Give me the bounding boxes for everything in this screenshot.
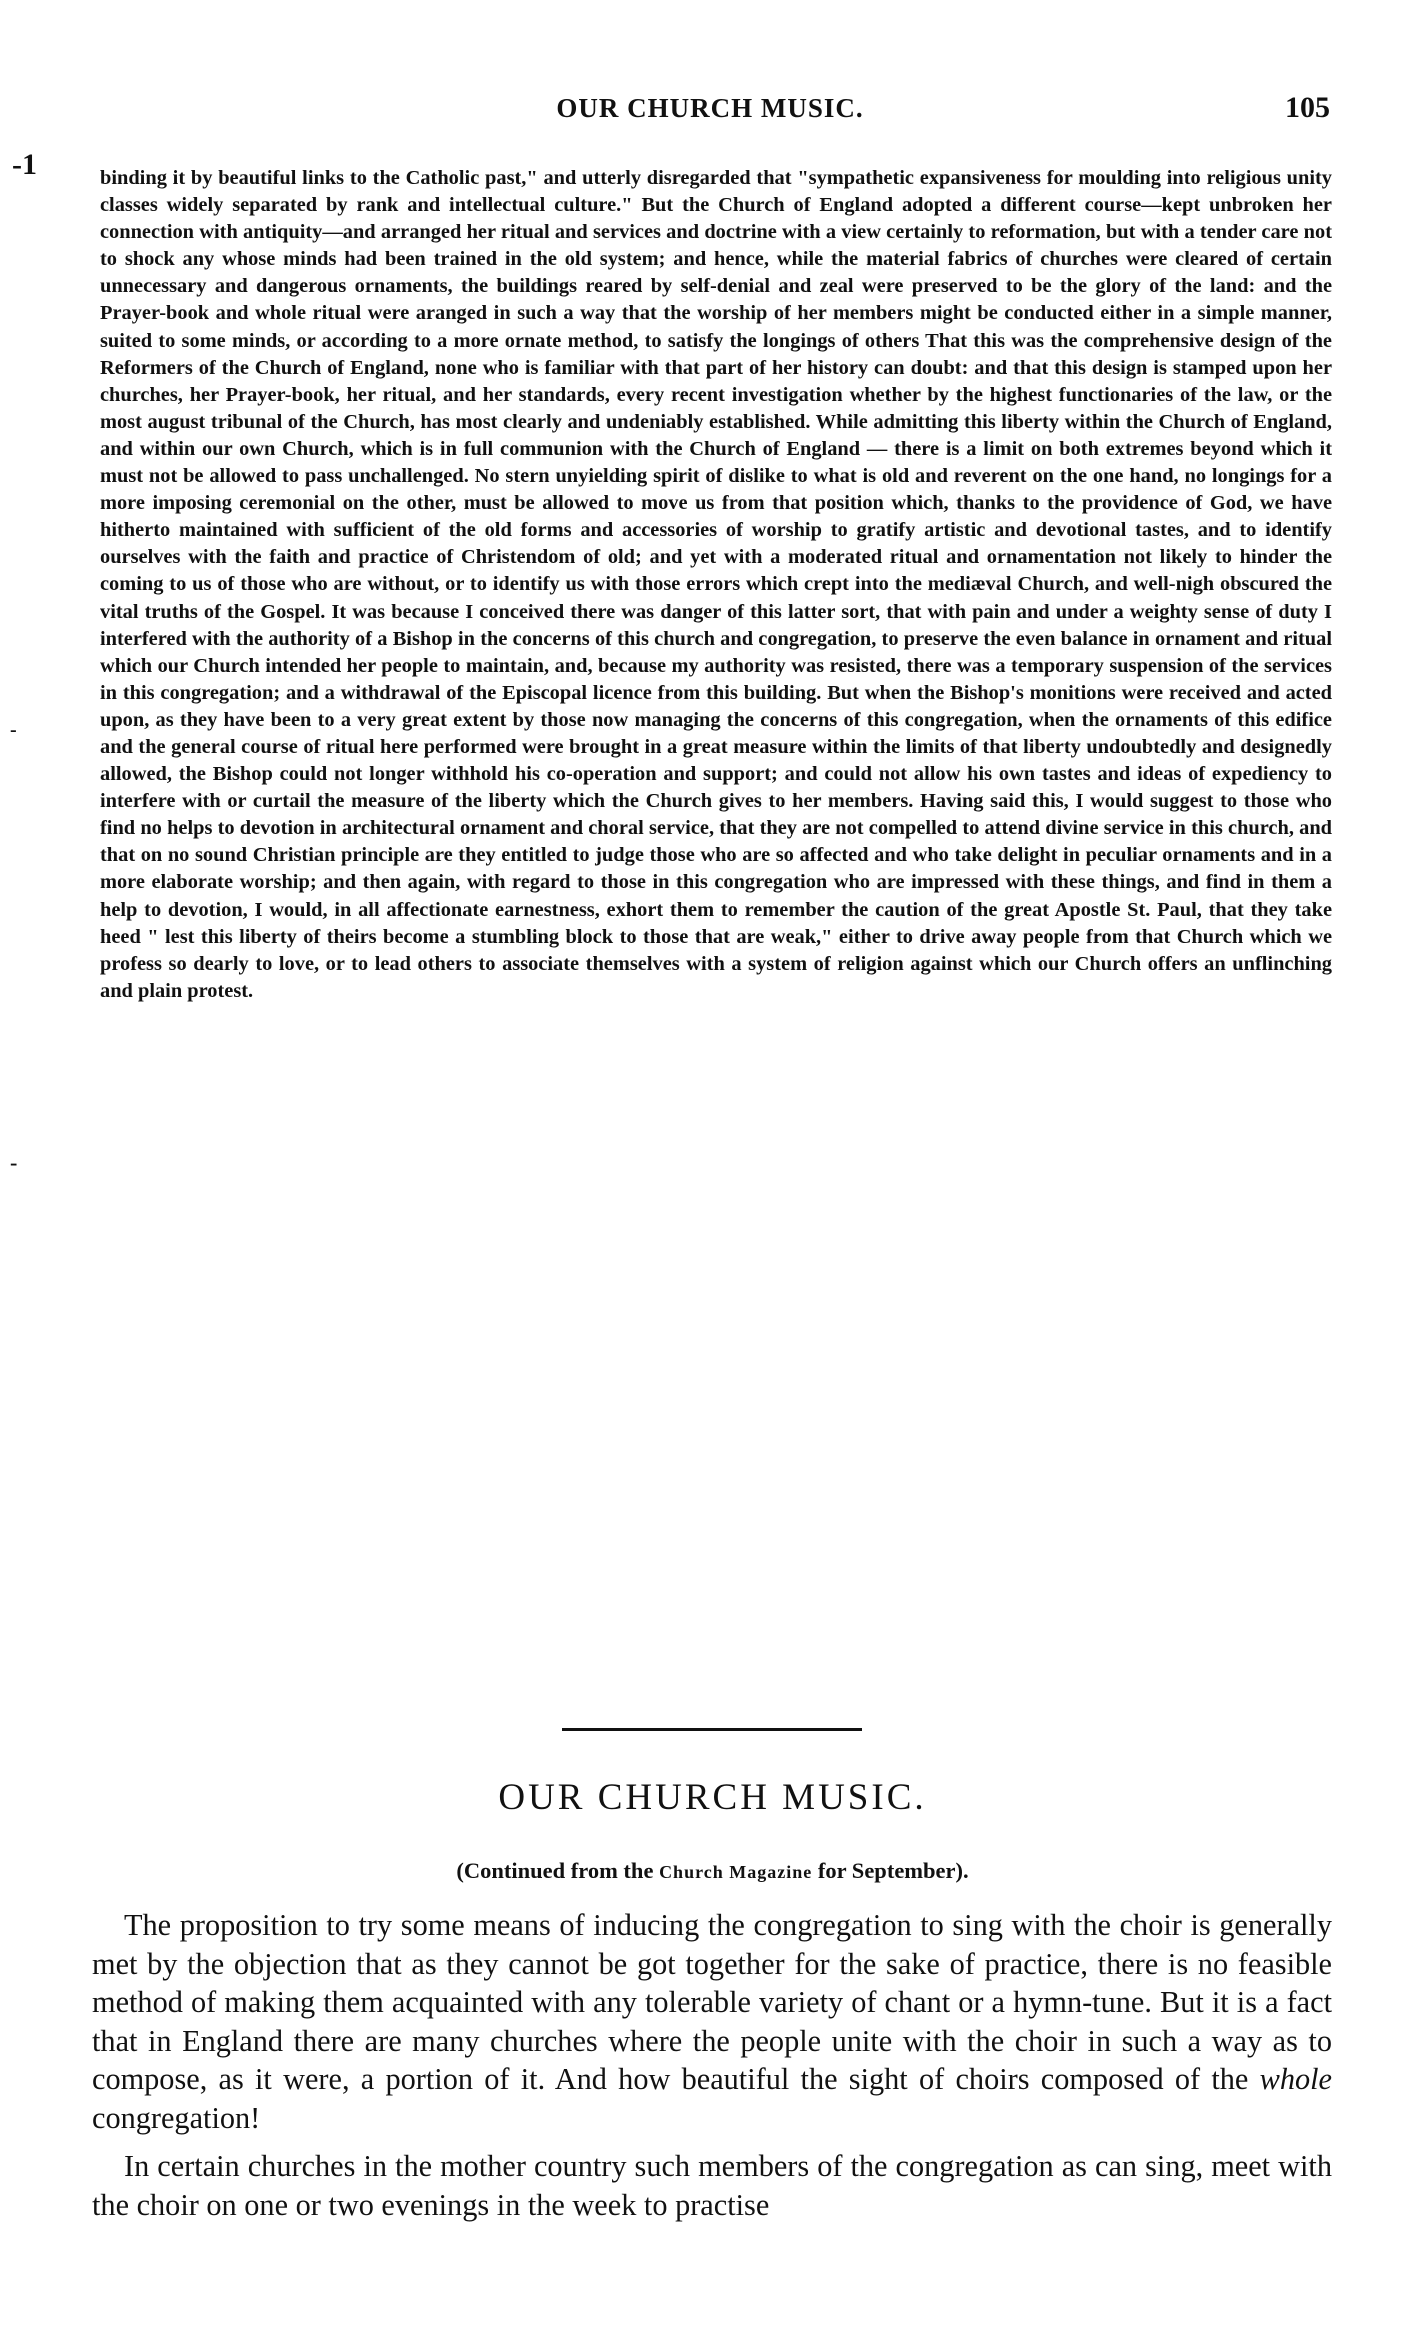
page-number: 105 [1285, 91, 1330, 124]
continued-suffix: for September). [812, 1858, 969, 1883]
section-divider [562, 1728, 862, 1731]
article-paragraph: In certain churches in the mother country such members of the congregation as can sing, meet with the choir on one or two evenings in the week to practise [92, 2149, 1332, 2222]
running-header [90, 88, 1330, 128]
paragraph-text: congregation! [92, 2100, 261, 2135]
previous-article-paragraph: binding it by beautiful links to the Catholic past," and utterly disregarded that "sympathetic expansiveness for moulding into religious unity classes widely separated by rank and intellectual culture." But the Church of England adopted a different course—kept unbroken her connection with antiquity—and arranged her ritual and services and doctrine with a view certainly to reformation, but with a tender care not to shock any whose minds had been trained in the old system; and hence, while the material fabrics of churches were cleared of certain unnecessary and dangerous ornaments, the buildings reared by self-denial and zeal were preserved to be the glory of the land: and the Prayer-book and whole ritual were aranged in such a way that the worship of her members might be conducted either in a simple manner, suited to some minds, or according to a more ornate method, to satisfy the longings of others That this was the comprehensive design of the Reformers of the Church of England, none who is familiar with that part of her history can doubt: and that this design is stamped upon her churches, her Prayer-book, her ritual, and her standards, every recent investigation whether by the highest functionaries of the law, or the most august tribunal of the Church, has most clearly and undeniably established. While admitting this liberty within the Church of England, and within our own Church, which is in full communion with the Church of England — there is a limit on both extremes beyond which it must not be allowed to pass unchallenged. No stern unyielding spirit of dislike to what is old and reverent on the one hand, no longings for a more imposing ceremonial on the other, must be allowed to move us from that position which, thanks to the providence of God, we have hitherto maintained with sufficient of the old forms and accessories of worship to gratify artistic and devotional tastes, and to identify ourselves with the faith and practice of Christendom of old; and yet with a moderated ritual and ornamentation not likely to hinder the coming to us of those who are without, or to identify us with those errors which crept into the mediæval Church, and well-nigh obscured the vital truths of the Gospel. It was because I conceived there was danger of this latter sort, that with pain and under a weighty sense of duty I interfered with the authority of a Bishop in the concerns of this church and congregation, to preserve the even balance in ornament and ritual which our Church intended her people to maintain, and, because my authority was resisted, there was a temporary suspension of the services in this congregation; and a withdrawal of the Episcopal licence from this building. But when the Bishop's monitions were received and acted upon, as they have been to a very great extent by those now managing the concerns of this congregation, when the ornaments of this edifice and the general course of ritual here performed were brought in a great measure within the limits of that liberty undoubtedly and designedly allowed, the Bishop could not longer withhold his co-operation and support; and could not allow his own tastes and ideas of expediency to interfere with or curtail the measure of the liberty which the Church gives to her members. Having said this, I would suggest to those who find no helps to devotion in architectural ornament and choral service, that they are not compelled to attend divine service in this church, and that on no sound Christian principle are they entitled to judge those who are so affected and who take delight in peculiar ornaments and in a more elaborate worship; and then again, with regard to those in this congregation who are impressed with these things, and find in them a help to devotion, I would, in all affectionate earnestness, exhort them to remember the caution of the great Apostle St. Paul, that they take heed " lest this liberty of theirs become a stumbling block to those that are weak," either to drive away people from that Church which we profess so dearly to love, or to lead others to associate themselves with a system of religion against which our Church offers an unflinching and plain protest. [100, 167, 1332, 1002]
running-title: OUR CHURCH MUSIC. [556, 93, 864, 123]
previous-article-text [100, 165, 1332, 1005]
continued-prefix: (Continued from the [456, 1858, 660, 1883]
paragraph-text: The proposition to try some means of inducing the congregation to sing with the choir is generally met by the objection that as they cannot be got together for the sake of practice, there is no feasible method of making them acquainted with any tolerable variety of chant or a hymn-tune. But it is a fact that in England there are many churches where the people unite with the choir in such a way as to compose, as it were, a portion of it. And how beautiful the sight of choirs composed of the [92, 1908, 1332, 2096]
margin-mark: - [10, 719, 17, 741]
margin-mark: - [10, 1150, 18, 1175]
continued-note [90, 1856, 1335, 1887]
margin-mark: -1 [12, 148, 37, 181]
article-title: OUR CHURCH MUSIC. [498, 1777, 927, 1818]
article-body [92, 1906, 1332, 2234]
continued-source: Church Magazine [659, 1862, 813, 1882]
article-paragraph [92, 1906, 1332, 2137]
emphasis-text: whole [1259, 2062, 1332, 2096]
